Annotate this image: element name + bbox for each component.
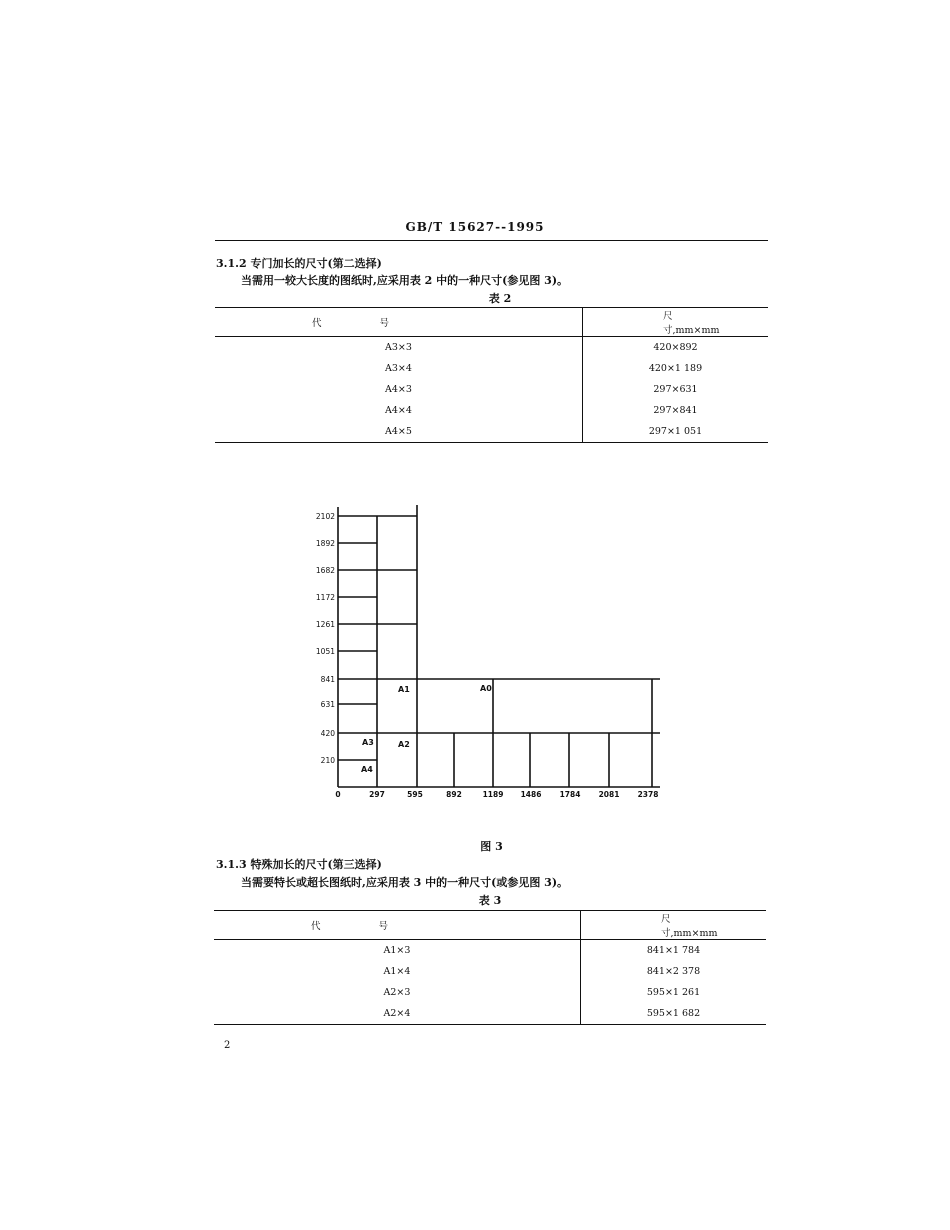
table-cell-code: A3×3 xyxy=(215,337,583,359)
y-tick-label: 841 xyxy=(320,675,335,684)
table-3 xyxy=(214,910,766,1025)
y-tick-label: 631 xyxy=(320,700,335,709)
document-header: GB/T 15627--1995 xyxy=(405,220,545,234)
table-2 xyxy=(215,307,768,443)
table-cell-code: A4×4 xyxy=(215,400,583,421)
table-cell-size: 595×1 682 xyxy=(646,1008,701,1019)
x-tick-label: 595 xyxy=(407,790,423,799)
table-cell-size: 420×1 189 xyxy=(648,363,703,374)
x-tick-label: 297 xyxy=(369,790,385,799)
table-cell-size: 297×1 051 xyxy=(648,426,703,437)
table-2-header-row xyxy=(215,308,768,337)
label-a3: A3 xyxy=(362,738,374,747)
page-number: 2 xyxy=(224,1040,231,1051)
table-cell-size: 297×841 xyxy=(653,405,698,416)
label-a1: A1 xyxy=(398,685,410,694)
x-tick-label: 0 xyxy=(335,790,341,799)
y-tick-label: 1051 xyxy=(315,647,335,656)
y-tick-label: 1172 xyxy=(315,593,335,602)
x-tick-label: 892 xyxy=(446,790,462,799)
label-a0: A0 xyxy=(480,684,492,693)
y-tick-label: 1682 xyxy=(315,566,335,575)
table-cell-size: 420×892 xyxy=(653,342,698,353)
y-tick-label: 2102 xyxy=(315,512,335,521)
x-tick-label: 2081 xyxy=(598,790,620,799)
table-cell-code: A1×3 xyxy=(214,940,581,962)
table-cell-code: A2×4 xyxy=(214,1003,581,1025)
table-cell-size: 595×1 261 xyxy=(646,987,701,998)
table-cell-size: 841×2 378 xyxy=(646,966,701,977)
table-cell-size: 841×1 784 xyxy=(646,945,701,956)
table-row xyxy=(214,961,766,982)
y-tick-label: 210 xyxy=(320,756,335,765)
table-2-col-size: 尺寸,mm×mm xyxy=(583,308,769,337)
x-tick-label: 1189 xyxy=(482,790,504,799)
table-cell-code: A2×3 xyxy=(214,982,581,1003)
figure-3-diagram xyxy=(300,495,680,810)
y-tick-label: 1892 xyxy=(315,539,335,548)
table-row xyxy=(215,358,768,379)
table-cell-code: A4×3 xyxy=(215,379,583,400)
table-row xyxy=(215,337,768,359)
section-312-text: 当需用一较大长度的图纸时,应采用表 2 中的一种尺寸(参见图 3)。 xyxy=(241,274,569,287)
x-tick-label: 1486 xyxy=(520,790,542,799)
table-cell-size: 297×631 xyxy=(653,384,698,395)
y-tick-label: 1261 xyxy=(315,620,335,629)
table-row xyxy=(215,421,768,443)
x-tick-label: 2378 xyxy=(637,790,659,799)
table-cell-code: A4×5 xyxy=(215,421,583,443)
table-row xyxy=(215,379,768,400)
table-2-caption: 表 2 xyxy=(488,292,512,305)
table-3-caption: 表 3 xyxy=(478,894,502,907)
label-a4: A4 xyxy=(361,765,373,774)
section-312-heading: 3.1.2 专门加长的尺寸(第二选择) xyxy=(216,257,382,270)
y-tick-label: 420 xyxy=(320,729,335,738)
table-2-col-code: 代 号 xyxy=(215,308,583,337)
table-3-col-code: 代 号 xyxy=(214,911,581,940)
table-row xyxy=(214,982,766,1003)
table-cell-code: A1×4 xyxy=(214,961,581,982)
table-3-col-size: 尺寸,mm×mm xyxy=(581,911,767,940)
x-tick-label: 1784 xyxy=(559,790,581,799)
figure-3-caption: 图 3 xyxy=(480,840,503,853)
label-a2: A2 xyxy=(398,740,410,749)
table-3-header-row xyxy=(214,911,766,940)
header-rule xyxy=(215,240,768,241)
table-row xyxy=(214,1003,766,1025)
table-row xyxy=(215,400,768,421)
section-313-heading: 3.1.3 特殊加长的尺寸(第三选择) xyxy=(216,858,382,871)
table-row xyxy=(214,940,766,962)
table-cell-code: A3×4 xyxy=(215,358,583,379)
section-313-text: 当需要特长或超长图纸时,应采用表 3 中的一种尺寸(或参见图 3)。 xyxy=(241,876,569,889)
